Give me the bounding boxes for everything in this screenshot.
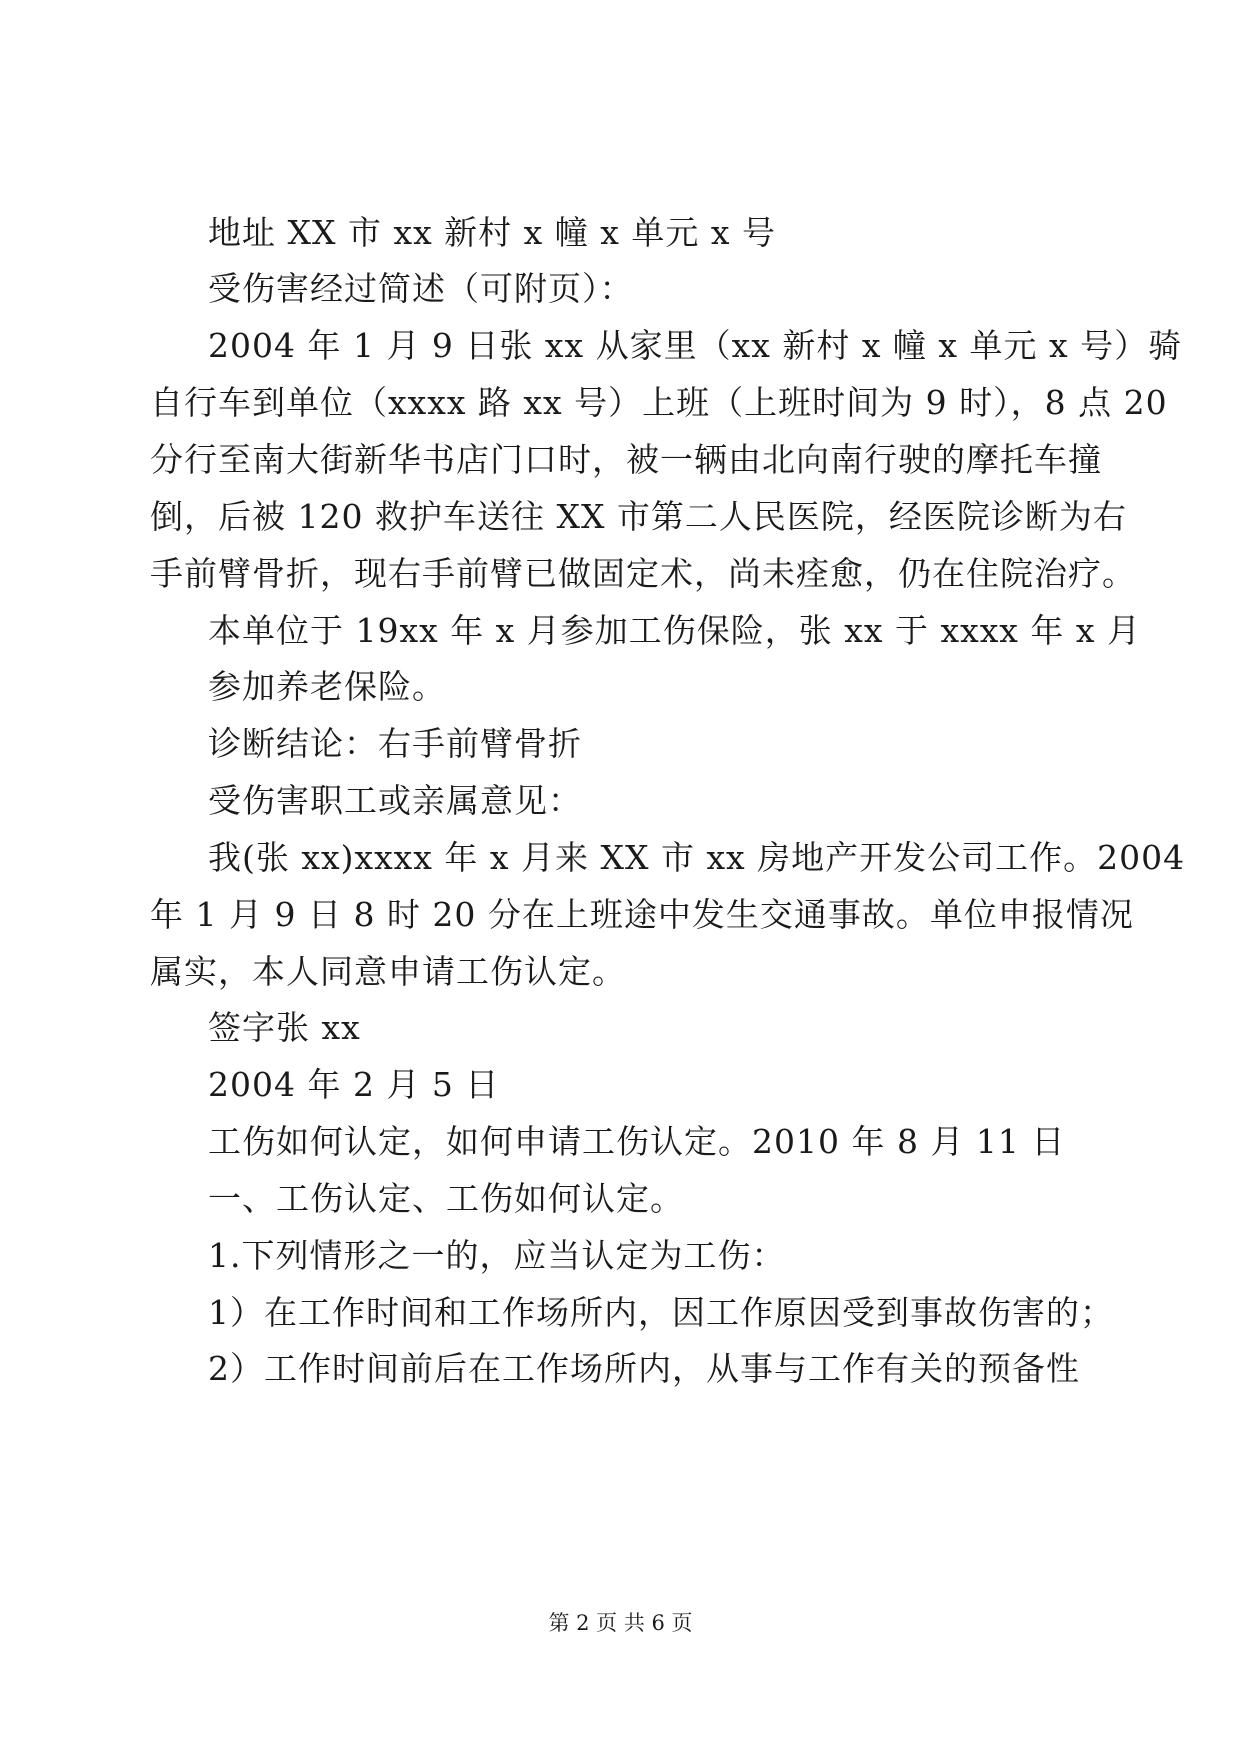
- employee-opinion-line-2: 年 1 月 9 日 8 时 20 分在上班途中发生交通事故。单位申报情况: [150, 895, 1134, 934]
- employee-opinion-heading: 受伤害职工或亲属意见：: [208, 781, 582, 820]
- signature-line: 签字张 xx: [208, 1008, 361, 1047]
- page-footer: 第 2 页 共 6 页: [548, 1611, 693, 1635]
- injury-summary-line-2: 自行车到单位（xxxx 路 xx 号）上班（上班时间为 9 时），8 点 20: [150, 383, 1168, 422]
- injury-summary-line-1: 2004 年 1 月 9 日张 xx 从家里（xx 新村 x 幢 x 单元 x 号）骑: [208, 326, 1183, 365]
- list-intro: 1.下列情形之一的，应当认定为工伤：: [208, 1236, 786, 1275]
- section-title: 工伤如何认定，如何申请工伤认定。2010 年 8 月 11 日: [208, 1122, 1066, 1161]
- signature-date: 2004 年 2 月 5 日: [208, 1065, 500, 1104]
- employee-opinion-line-1: 我(张 xx)xxxx 年 x 月来 XX 市 xx 房地产开发公司工作。2004: [208, 838, 1186, 877]
- employee-opinion-line-3: 属实，本人同意申请工伤认定。: [150, 952, 626, 991]
- diagnosis-conclusion: 诊断结论：右手前臂骨折: [208, 724, 582, 763]
- injury-summary-heading: 受伤害经过简述（可附页）：: [208, 269, 634, 308]
- list-item-1: 1）在工作时间和工作场所内，因工作原因受到事故伤害的；: [208, 1293, 1114, 1332]
- section-heading-1: 一、工伤认定、工伤如何认定。: [208, 1179, 684, 1218]
- address-line: 地址 XX 市 xx 新村 x 幢 x 单元 x 号: [208, 213, 776, 252]
- injury-summary-line-5: 手前臂骨折，现右手前臂已做固定术，尚未痊愈，仍在住院治疗。: [150, 554, 1136, 593]
- insurance-line-1: 本单位于 19xx 年 x 月参加工伤保险，张 xx 于 xxxx 年 x 月: [208, 611, 1141, 650]
- injury-summary-line-4: 倒，后被 120 救护车送往 XX 市第二人民医院，经医院诊断为右: [150, 497, 1127, 536]
- list-item-2: 2）工作时间前后在工作场所内，从事与工作有关的预备性: [208, 1349, 1080, 1388]
- injury-summary-line-3: 分行至南大街新华书店门口时，被一辆由北向南行驶的摩托车撞: [150, 440, 1102, 479]
- insurance-line-2: 参加养老保险。: [208, 667, 446, 706]
